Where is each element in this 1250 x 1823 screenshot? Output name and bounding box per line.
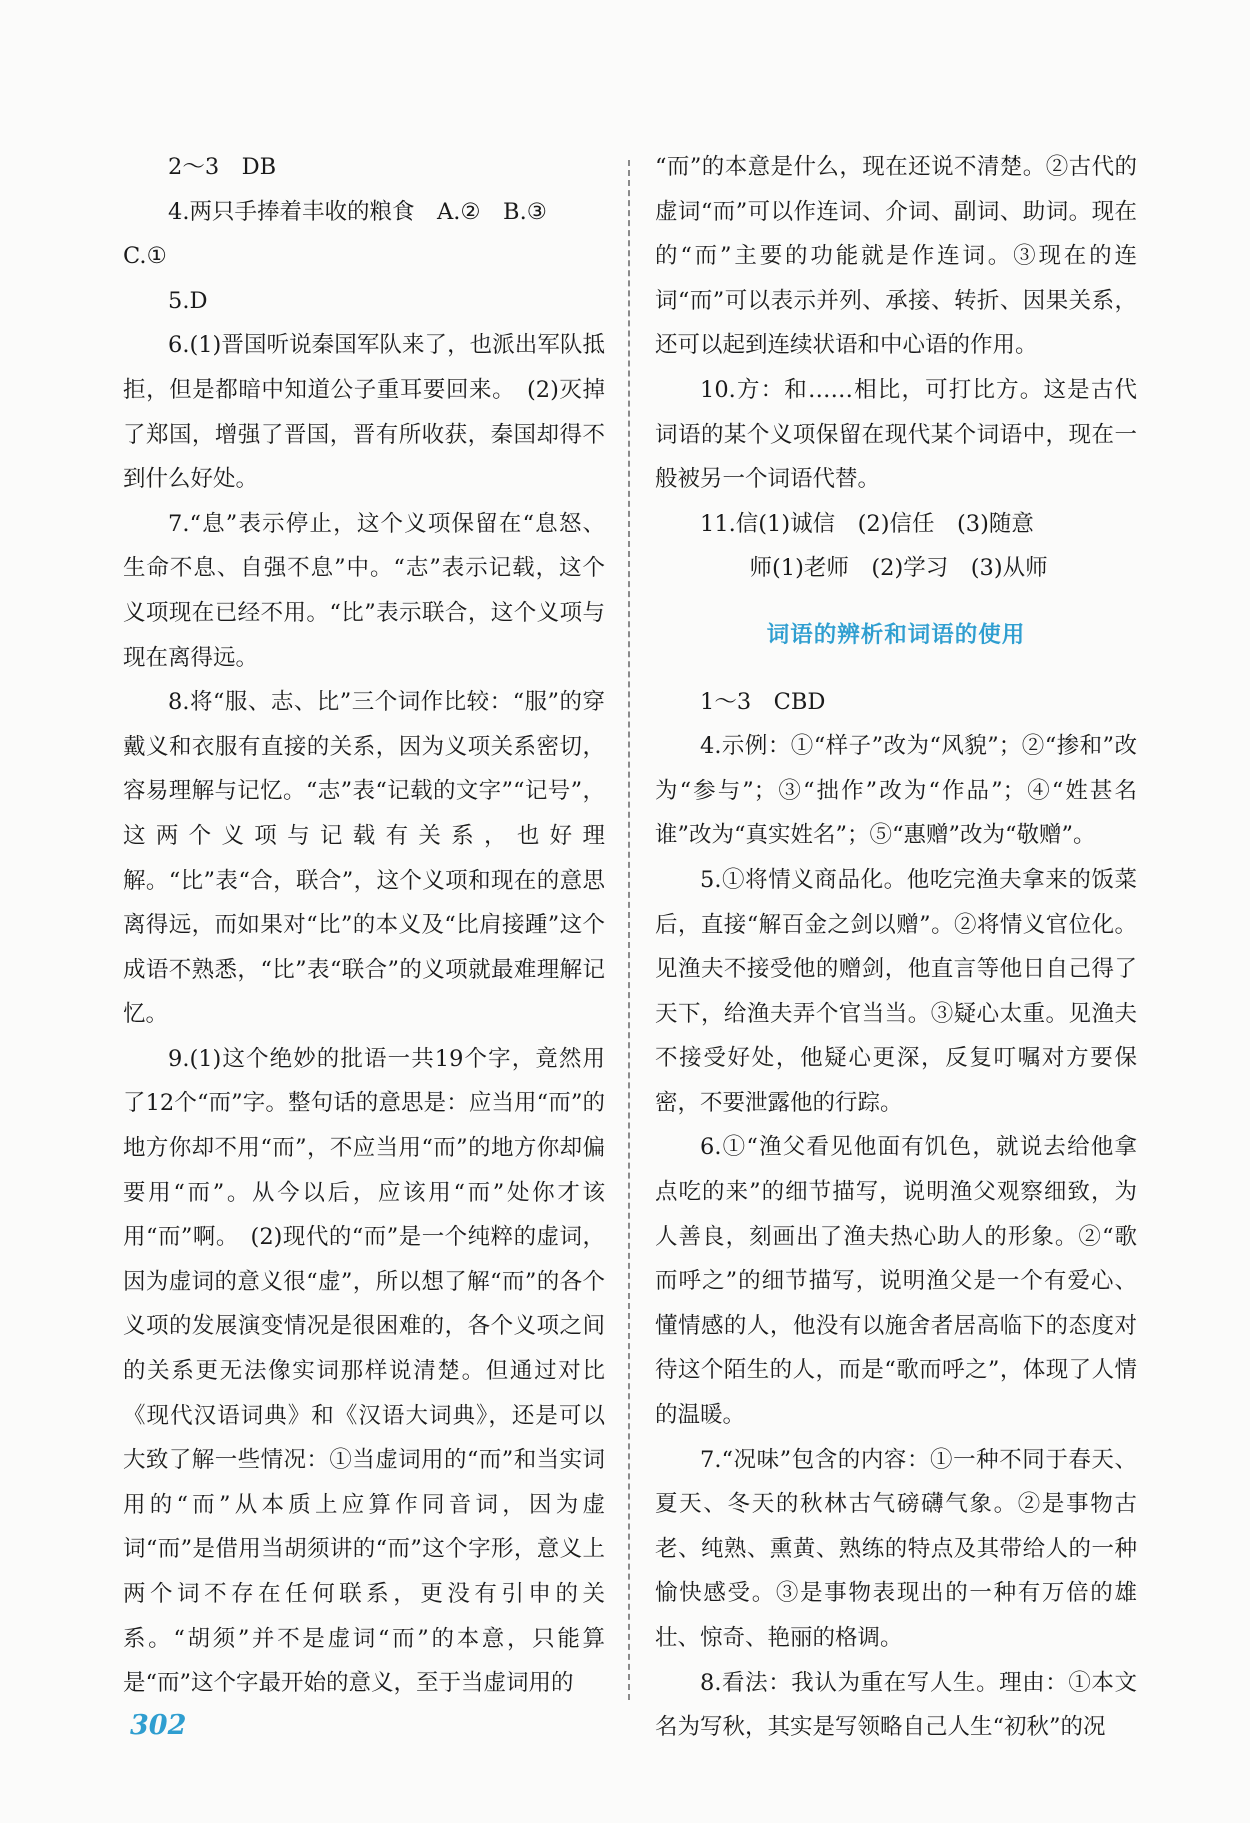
answer-9: 9.(1)这个绝妙的批语一共19个字，竟然用了12个“而”字。整句话的意思是：应当用“而”的地方你却不用“而”，不应当用“而”的地方你却偏要用“而”。从今以后，应该用“而”处你才该用“而”啊。 (2)现代的“而”是一个纯粹的虚词，因为虚词的意义很“虚”，所以想了解“而”的各个义项的发展演变情况是很困难的，各个义项之间的关系更无法像实词那样说清楚。但通过对比《现代汉语词典》和《汉语大词典》，还是可以大致了解一些情况：①当虚词用的“而”和当实词用的“而”从本质上应算作同音词，因为虚词“而”是借用当胡须讲的“而”这个字形，意义上两个词不存在任何联系，更没有引申的关系。“胡须”并不是虚词“而”的本意，只能算是“而”这个字最开始的意义，至于当虚词用的 xyxy=(123,1045,605,1697)
answer-11-shi: 师(1)老师 (2)学习 (3)从师 xyxy=(749,555,1048,582)
answer-7-kuangwei: 7.“况味”包含的内容：①一种不同于春天、夏天、冬天的秋林古气磅礴气象。②是事物古老、纯熟、熏黄、熟练的特点及其带给人的一种愉快感受。③是事物表现出的一种有万倍的雄壮、惊奇、艳丽的格调。 xyxy=(655,1446,1137,1651)
answer-10: 10.方：和……相比，可打比方。这是古代词语的某个义项保留在现代某个词语中，现在一般被另一个词语代替。 xyxy=(655,376,1137,493)
answer-8-view: 8.看法：我认为重在写人生。理由：①本文名为写秋，其实是写领略自己人生“初秋”的况 xyxy=(655,1669,1137,1741)
answer-9-continued: “而”的本意是什么，现在还说不清楚。②古代的虚词“而”可以作连词、介词、副词、助词。现在的“而”主要的功能就是作连词。③现在的连词“而”可以表示并列、承接、转折、因果关系，还可以起到连续状语和中心语的作用。 xyxy=(655,154,1137,359)
answer-6: 6.(1)晋国听说秦国军队来了，也派出军队抵拒，但是都暗中知道公子重耳要回来。 (2)灭掉了郑国，增强了晋国，晋有所收获，秦国却得不到什么好处。 xyxy=(123,332,605,493)
answer-5: 5.D xyxy=(168,287,208,314)
answer-11-xin: 11.信(1)诚信 (2)信任 (3)随意 xyxy=(700,510,1034,537)
answer-4: 4.两只手捧着丰收的粮食 A.② B.③ xyxy=(168,198,547,225)
page-number: 302 xyxy=(130,1710,187,1741)
column-divider xyxy=(628,160,630,1700)
right-column xyxy=(655,145,1137,1750)
answer-4-continued: C.① xyxy=(123,243,167,270)
section-title: 词语的辨析和词语的使用 xyxy=(766,621,1026,648)
answer-5-analysis: 5.①将情义商品化。他吃完渔夫拿来的饭菜后，直接“解百金之剑以赠”。②将情义官位化。见渔夫不接受他的赠剑，他直言等他日自己得了天下，给渔夫弄个官当当。③疑心太重。见渔夫不接受好处，他疑心更深，反复叮嘱对方要保密，不要泄露他的行踪。 xyxy=(655,866,1137,1116)
left-column xyxy=(123,145,605,1706)
answer-2-3: 2～3 DB xyxy=(168,154,277,180)
answer-1-3: 1～3 CBD xyxy=(700,688,826,715)
answer-6-details: 6.①“渔父看见他面有饥色，就说去给他拿点吃的来”的细节描写，说明渔父观察细致，为人善良，刻画出了渔夫热心助人的形象。②“歌而呼之”的细节描写，说明渔父是一个有爱心、懂情感的人，他没有以施舍者居高临下的态度对待这个陌生的人，而是“歌而呼之”，体现了人情的温暖。 xyxy=(655,1134,1137,1429)
answer-4-example: 4.示例：①“样子”改为“风貌”；②“掺和”改为“参与”；③“拙作”改为“作品”；④“姓甚名谁”改为“真实姓名”；⑤“惠赠”改为“敬赠”。 xyxy=(655,733,1137,849)
answer-8: 8.将“服、志、比”三个词作比较：“服”的穿戴义和衣服有直接的关系，因为义项关系密切，容易理解与记忆。“志”表“记载的文字”“记号”，这两个义项与记载有关系，也好理解。“比”表“合，联合”，这个义项和现在的意思离得远，而如果对“比”的本义及“比肩接踵”这个成语不熟悉，“比”表“联合”的义项就最难理解记忆。 xyxy=(123,689,605,1028)
answer-7: 7.“息”表示停止，这个义项保留在“息怒、生命不息、自强不息”中。“志”表示记载，这个义项现在已经不用。“比”表示联合，这个义项与现在离得远。 xyxy=(123,510,605,671)
